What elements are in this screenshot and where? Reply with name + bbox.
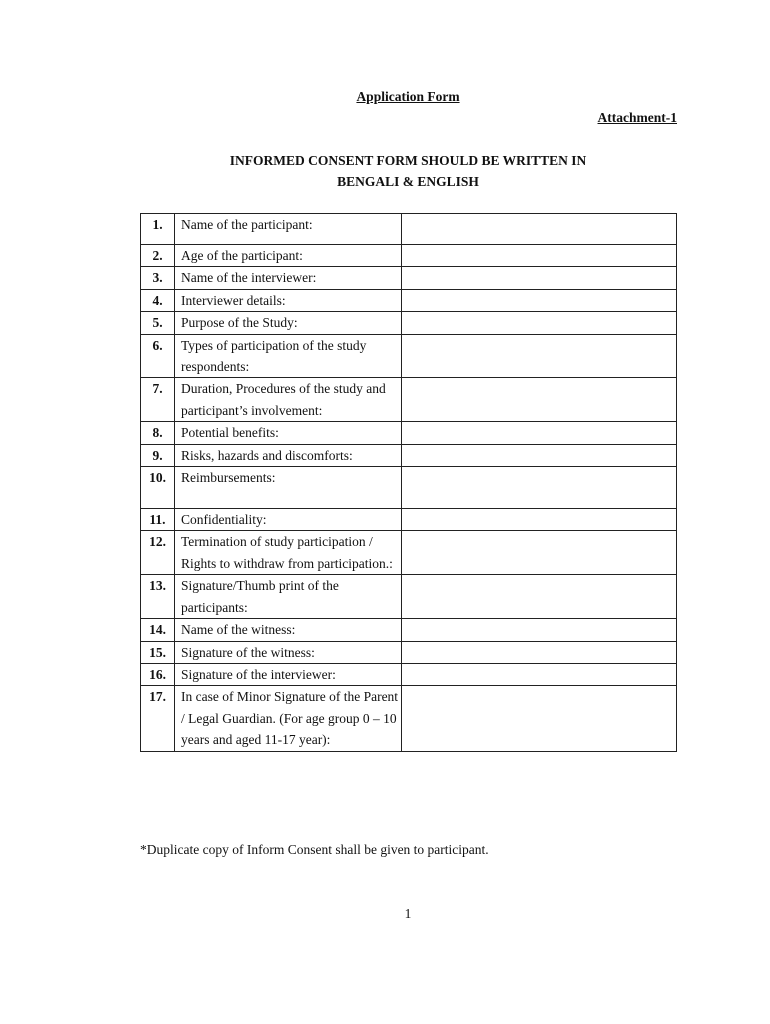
table-row (141, 509, 677, 531)
row-label: Duration, Procedures of the study and participant’s involvement: (175, 378, 402, 422)
answer-cell[interactable] (402, 531, 677, 575)
table-row (141, 334, 677, 378)
table-row (141, 467, 677, 509)
row-label: Potential benefits: (175, 422, 402, 444)
table-row (141, 267, 677, 289)
row-label: Interviewer details: (175, 289, 402, 311)
table-row (141, 641, 677, 663)
answer-cell[interactable] (402, 619, 677, 641)
answer-cell[interactable] (402, 444, 677, 466)
page-number: 1 (404, 906, 412, 921)
row-number: 1. (141, 214, 175, 245)
answer-cell[interactable] (402, 686, 677, 751)
answer-cell[interactable] (402, 289, 677, 311)
row-number: 13. (141, 575, 175, 619)
heading-line-1: INFORMED CONSENT FORM SHOULD BE WRITTEN IN (229, 153, 587, 168)
answer-cell[interactable] (402, 663, 677, 685)
table-row (141, 444, 677, 466)
row-label: Age of the participant: (175, 245, 402, 267)
row-label: Types of participation of the study respondents: (175, 334, 402, 378)
row-label: Purpose of the Study: (175, 312, 402, 334)
row-label: Name of the participant: (175, 214, 402, 245)
answer-cell[interactable] (402, 312, 677, 334)
table-row (141, 575, 677, 619)
row-label: Confidentiality: (175, 509, 402, 531)
row-label: Risks, hazards and discomforts: (175, 444, 402, 466)
answer-cell[interactable] (402, 267, 677, 289)
row-number: 2. (141, 245, 175, 267)
table-row (141, 686, 677, 751)
answer-cell[interactable] (402, 214, 677, 245)
table-row (141, 531, 677, 575)
row-number: 10. (141, 467, 175, 509)
answer-cell[interactable] (402, 334, 677, 378)
row-label: Signature/Thumb print of the participants: (175, 575, 402, 619)
answer-cell[interactable] (402, 245, 677, 267)
row-number: 5. (141, 312, 175, 334)
answer-cell[interactable] (402, 509, 677, 531)
row-number: 14. (141, 619, 175, 641)
row-label: Signature of the witness: (175, 641, 402, 663)
row-number: 11. (141, 509, 175, 531)
heading-line-2: BENGALI & ENGLISH (337, 174, 479, 189)
row-number: 8. (141, 422, 175, 444)
row-label: In case of Minor Signature of the Parent / Legal Guardian. (For age group 0 – 10 years and aged 11-17 year): (175, 686, 402, 751)
answer-cell[interactable] (402, 422, 677, 444)
table-row (141, 245, 677, 267)
row-label: Reimbursements: (175, 467, 402, 509)
row-number: 6. (141, 334, 175, 378)
consent-form-table (140, 213, 677, 752)
footnote: *Duplicate copy of Inform Consent shall be given to participant. (140, 842, 489, 857)
row-label: Signature of the interviewer: (175, 663, 402, 685)
form-title: Application Form (356, 89, 460, 104)
row-number: 7. (141, 378, 175, 422)
row-label: Name of the interviewer: (175, 267, 402, 289)
row-number: 4. (141, 289, 175, 311)
row-number: 17. (141, 686, 175, 751)
row-number: 3. (141, 267, 175, 289)
answer-cell[interactable] (402, 575, 677, 619)
table-row (141, 422, 677, 444)
row-label: Name of the witness: (175, 619, 402, 641)
form-heading (0, 150, 770, 192)
row-number: 9. (141, 444, 175, 466)
table-row (141, 289, 677, 311)
row-number: 15. (141, 641, 175, 663)
table-row (141, 663, 677, 685)
answer-cell[interactable] (402, 378, 677, 422)
table-row (141, 619, 677, 641)
table-row (141, 378, 677, 422)
answer-cell[interactable] (402, 467, 677, 509)
row-number: 16. (141, 663, 175, 685)
row-label: Termination of study participation / Rights to withdraw from participation.: (175, 531, 402, 575)
answer-cell[interactable] (402, 641, 677, 663)
attachment-label: Attachment-1 (597, 110, 677, 125)
table-row (141, 214, 677, 245)
table-row (141, 312, 677, 334)
row-number: 12. (141, 531, 175, 575)
